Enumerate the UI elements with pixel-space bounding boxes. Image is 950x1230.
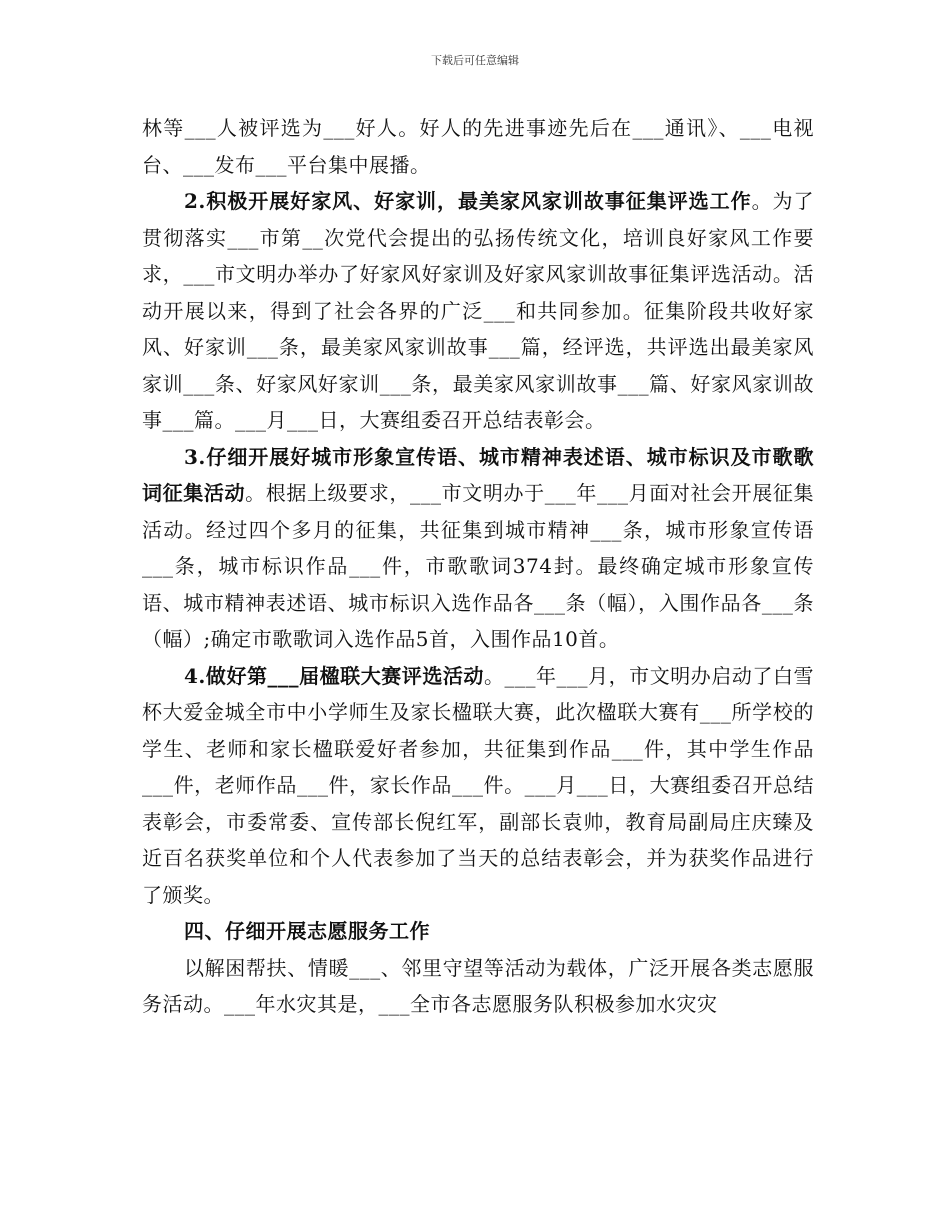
paragraph-text: 。___年___月，市文明办启动了白雪杯大爱金城全市中小学师生及家长楹联大赛，此次楹联大赛有___所学校的学生、老师和家长楹联爱好者参加，共征集到作品___件，其中学生作品___件，老师作品___件，家长作品___件。___月___日，大赛组委召开总结表彰会，市委常委、宣传部长倪红军，副部长袁帅，教育局副局庄庆臻及近百名获奖单位和个人代表参加了当天的总结表彰会，并为获奖作品进行了颁奖。 [142, 663, 814, 907]
page-header-note: 下载后可任意编辑 [431, 54, 519, 67]
paragraph-text: 林等___人被评选为___好人。好人的先进事迹先后在___通讯》、___电视台、___发布___平台集中展播。 [142, 116, 814, 177]
paragraph-city-slogan [142, 439, 814, 658]
section-heading-volunteer [142, 913, 814, 950]
paragraph-lead: 3.仔细开展好城市形象宣传语、城市精神表述语、城市标识及市歌歌词征集活动 [142, 444, 814, 505]
paragraph-family-tradition [142, 183, 814, 439]
paragraph-volunteer [142, 950, 814, 1023]
paragraph-lead: 2.积极开展好家风、好家训，最美家风家训故事征集评选工作 [184, 189, 752, 213]
paragraph-text: 。根据上级要求，___市文明办于___年___月面对社会开展征集活动。经过四个多月的征集，共征集到城市精神___条，城市形象宣传语___条，城市标识作品___件，市歌歌词374封。最终确定城市形象宣传语、城市精神表述语、城市标识入选作品各___条（幅），入围作品各___条（幅）;确定市歌歌词入选作品5首，入围作品10首。 [142, 481, 815, 651]
paragraph-text: 。为了贯彻落实___市第__次党代会提出的弘扬传统文化，培训良好家风工作要求，___市文明办举办了好家风好家训及好家风家训故事征集评选活动。活动开展以来，得到了社会各界的广泛___和共同参加。征集阶段共收好家风、好家训___条，最美家风家训故事___篇，经评选，共评选出最美家风家训___条、好家风好家训___条，最美家风家训故事___篇、好家风家训故事___篇。___月___日，大赛组委召开总结表彰会。 [142, 189, 815, 432]
section-heading-text: 四、仔细开展志愿服务工作 [184, 919, 430, 943]
paragraph-text: 以解困帮扶、情暖___、邻里守望等活动为载体，广泛开展各类志愿服务活动。___年水灾其是，___全市各志愿服务队积极参加水灾灾 [142, 955, 814, 1016]
paragraph-lead: 4.做好第___届楹联大赛评选活动 [184, 663, 484, 688]
document-body [142, 110, 814, 1023]
paragraph-continuation [142, 110, 814, 183]
paragraph-couplet-contest [142, 658, 814, 914]
